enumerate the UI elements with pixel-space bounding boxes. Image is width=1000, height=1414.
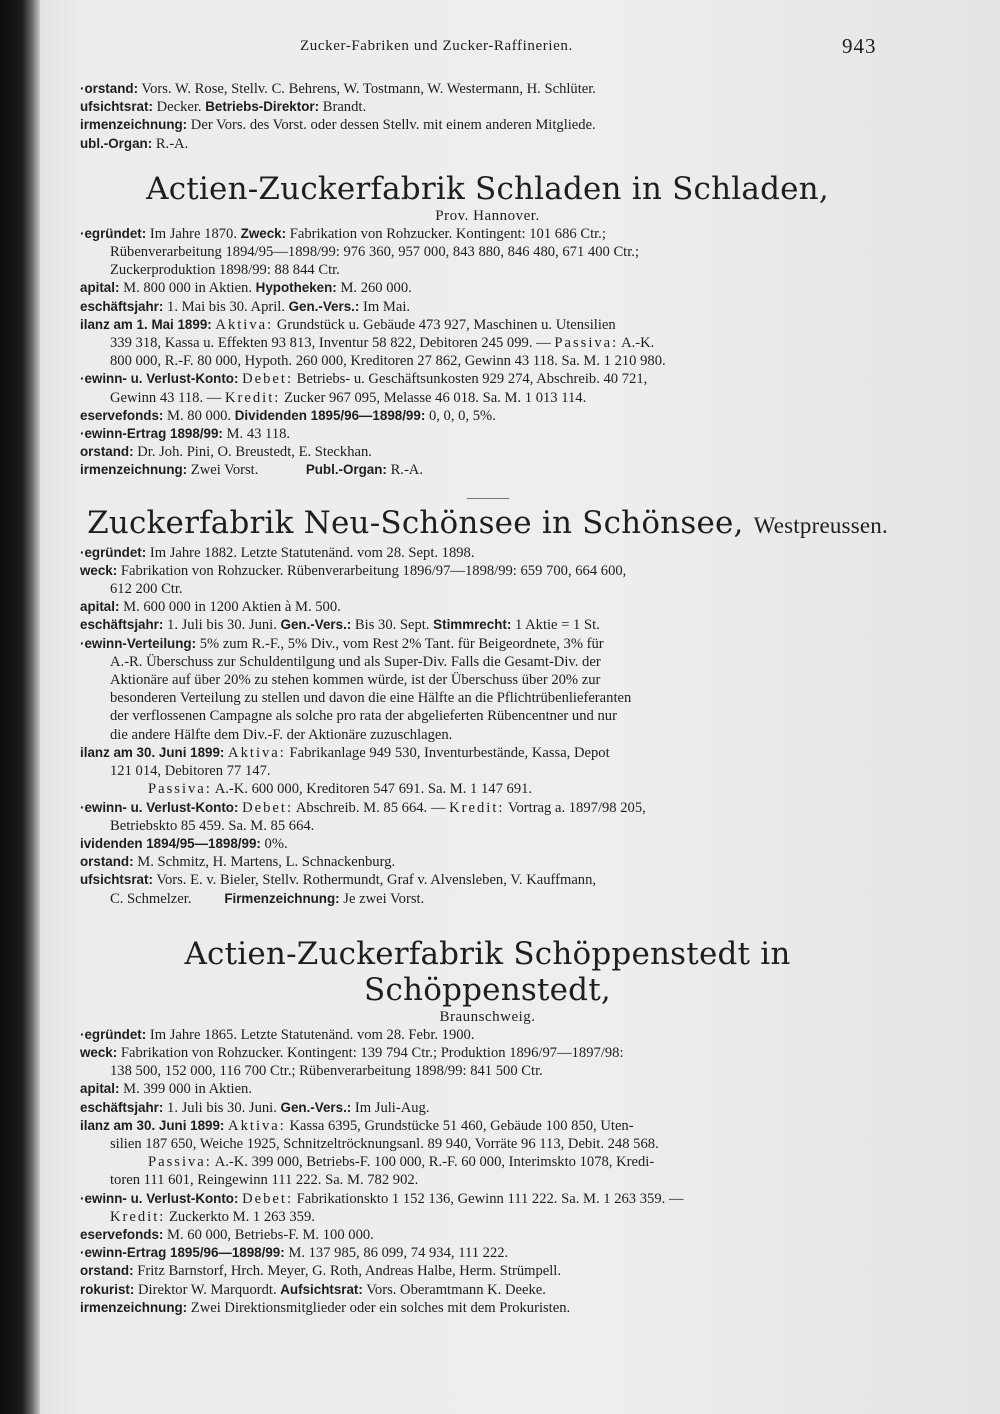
entry-schoeppenstedt <box>80 936 895 1317</box>
section-gap <box>80 908 895 918</box>
text-line: ·orstand: Vors. W. Rose, Stellv. C. Behrens, W. Tostmann, W. Westermann, H. Schlüter. <box>80 81 596 97</box>
text-line: weck: Fabrikation von Rohzucker. Rübenverarbeitung 1896/97—1898/99: 659 700, 664 600, <box>80 562 627 579</box>
text-line: orstand: Dr. Joh. Pini, O. Breustedt, E. Steckhan. <box>80 444 372 461</box>
text-line: ubl.-Organ: R.-A. <box>80 135 189 152</box>
text-line: 612 200 Ctr. <box>110 581 183 598</box>
text-line: A.-R. Überschuss zur Schuldentilgung und als Super-Div. Falls die Gesamt-Div. der <box>110 653 601 670</box>
text-line: ·ewinn-Ertrag 1895/96—1898/99: M. 137 985, 86 099, 74 934, 111 222. <box>80 1245 509 1262</box>
text-line: ·ewinn- u. Verlust-Konto: Debet: Fabrikationskto 1 152 136, Gewinn 111 222. Sa. M. 1 263 359. — <box>80 1190 684 1207</box>
text-line: Zuckerproduktion 1898/99: 88 844 Ctr. <box>110 262 340 279</box>
text-line: silien 187 650, Weiche 1925, Schnitzeltröcknungsanl. 89 940, Vorräte 96 113, Debit. 248 568. <box>110 1135 659 1152</box>
text-line: ividenden 1894/95—1898/99: 0%. <box>80 835 288 852</box>
text-line: Aktionäre auf über 20% zu stehen kommen würde, ist der Überschuss über 20% zur <box>110 672 601 689</box>
page-content <box>80 80 895 1317</box>
text-line: ·egründet: Im Jahre 1865. Letzte Statutenänd. vom 28. Febr. 1900. <box>80 1026 475 1043</box>
text-line: toren 111 601, Reingewinn 111 222. Sa. M. 782 902. <box>110 1172 419 1189</box>
running-title: Zucker-Fabriken und Zucker-Raffinerien. <box>300 38 573 54</box>
text-line: ilanz am 1. Mai 1899: Aktiva: Grundstück u. Gebäude 473 927, Maschinen u. Utensilien <box>80 316 616 333</box>
text-line: ·ewinn-Verteilung: 5% zum R.-F., 5% Div., vom Rest 2% Tant. für Beigeordnete, 3% für <box>80 635 604 652</box>
text-line: ilanz am 30. Juni 1899: Aktiva: Kassa 6395, Grundstücke 51 460, Gebäude 100 850, Uten- <box>80 1117 634 1134</box>
text-line: eschäftsjahr: 1. Juli bis 30. Juni. Gen.-Vers.: Bis 30. Sept. Stimmrecht: 1 Aktie = 1 St. <box>80 617 600 634</box>
text-line: apital: M. 399 000 in Aktien. <box>80 1081 253 1098</box>
text-line: irmenzeichnung: Zwei Vorst. Publ.-Organ: R.-A. <box>80 462 423 479</box>
entry-title: Actien-Zuckerfabrik Schladen in Schladen, <box>146 170 829 207</box>
text-line: C. Schmelzer. Firmenzeichnung: Je zwei Vorst. <box>110 890 425 907</box>
text-line: eservefonds: M. 60 000, Betriebs-F. M. 100 000. <box>80 1226 374 1243</box>
entry-region: Prov. Hannover. <box>435 207 540 224</box>
text-line: ·ewinn- u. Verlust-Konto: Debet: Betriebs- u. Geschäftsunkosten 929 274, Abschreib. 40 721, <box>80 371 648 388</box>
text-line: ·ewinn-Ertrag 1898/99: M. 43 118. <box>80 426 291 443</box>
text-line: 121 014, Debitoren 77 147. <box>110 763 271 780</box>
text-line: 138 500, 152 000, 116 700 Ctr.; Rübenverarbeitung 1898/99: 841 500 Ctr. <box>110 1063 543 1080</box>
text-line: ufsichtsrat: Vors. E. v. Bieler, Stellv. Rothermundt, Graf v. Alvensleben, V. Kauffmann, <box>80 872 597 889</box>
entry-schladen <box>80 171 895 480</box>
text-line: 339 318, Kassa u. Effekten 93 813, Inventur 58 822, Debitoren 245 099. — Passiva: A.-K. <box>110 335 655 352</box>
text-line: ilanz am 30. Juni 1899: Aktiva: Fabrikanlage 949 530, Inventurbestände, Kassa, Depot <box>80 744 610 761</box>
entry-region: Braunschweig. <box>439 1008 536 1025</box>
text-line: die andere Hälfte dem Div.-F. der Aktionäre zuzuschlagen. <box>110 726 453 743</box>
section-divider <box>467 498 509 499</box>
text-line: 800 000, R.-F. 80 000, Hypoth. 260 000, Kreditoren 27 862, Gewinn 43 118. Sa. M. 1 210 980. <box>110 353 666 370</box>
text-line: ufsichtsrat: Decker. Betriebs-Direktor: Brandt. <box>80 99 367 116</box>
text-line: ·ewinn- u. Verlust-Konto: Debet: Abschreib. M. 85 664. — Kredit: Vortrag a. 1897/98 205, <box>80 799 646 816</box>
text-line: irmenzeichnung: Zwei Direktionsmitglieder oder ein solches mit dem Prokuristen. <box>80 1299 571 1316</box>
text-line: eschäftsjahr: 1. Mai bis 30. April. Gen.-Vers.: Im Mai. <box>80 298 411 315</box>
text-line: ·egründet: Im Jahre 1882. Letzte Statutenänd. vom 28. Sept. 1898. <box>80 544 475 561</box>
entry-schoensee <box>80 505 895 908</box>
text-line: der verflossenen Campagne als solche pro rata der abgelieferten Rübencentner und nur <box>110 708 617 725</box>
text-line: weck: Fabrikation von Rohzucker. Kontingent: 139 794 Ctr.; Produktion 1896/97—1897/98: <box>80 1044 624 1061</box>
text-line: orstand: Fritz Barnstorf, Hrch. Meyer, G. Roth, Andreas Halbe, Herm. Strümpell. <box>80 1263 561 1280</box>
text-line: Passiva: A.-K. 600 000, Kreditoren 547 691. Sa. M. 1 147 691. <box>148 781 533 798</box>
text-line: eservefonds: M. 80 000. Dividenden 1895/96—1898/99: 0, 0, 0, 5%. <box>80 407 496 424</box>
text-line: irmenzeichnung: Der Vors. des Vorst. oder dessen Stellv. mit einem anderen Mitgliede. <box>80 117 596 134</box>
entry-title: Zuckerfabrik Neu-Schönsee in Schönsee, Westpreussen. <box>87 504 888 541</box>
book-binding-edge <box>0 0 40 1414</box>
entry-title: Actien-Zuckerfabrik Schöppenstedt in Schöppenstedt, <box>184 935 791 1008</box>
text-line: apital: M. 600 000 in 1200 Aktien à M. 500. <box>80 599 341 616</box>
text-line: Betriebskto 85 459. Sa. M. 85 664. <box>110 817 315 834</box>
page-number: 943 <box>842 34 877 58</box>
text-line: eschäftsjahr: 1. Juli bis 30. Juni. Gen.-Vers.: Im Juli-Aug. <box>80 1099 430 1116</box>
text-line: Kredit: Zuckerkto M. 1 263 359. <box>110 1208 315 1225</box>
text-line: apital: M. 800 000 in Aktien. Hypotheken: M. 260 000. <box>80 280 412 297</box>
text-line: ·egründet: Im Jahre 1870. Zweck: Fabrikation von Rohzucker. Kontingent: 101 686 Ctr.; <box>80 225 606 242</box>
previous-entry-tail <box>80 80 895 153</box>
text-line: Passiva: A.-K. 399 000, Betriebs-F. 100 000, R.-F. 60 000, Interimskto 1078, Kredi- <box>148 1154 655 1171</box>
text-line: Gewinn 43 118. — Kredit: Zucker 967 095, Melasse 46 018. Sa. M. 1 013 114. <box>110 389 587 406</box>
text-line: rokurist: Direktor W. Marquordt. Aufsichtsrat: Vors. Oberamtmann K. Deeke. <box>80 1281 546 1298</box>
text-line: orstand: M. Schmitz, H. Martens, L. Schnackenburg. <box>80 854 396 871</box>
text-line: Rübenverarbeitung 1894/95—1898/99: 976 360, 957 000, 843 880, 846 480, 671 400 Ctr.; <box>110 244 639 261</box>
text-line: besonderen Verteilung zu stellen und davon die eine Hälfte an die Pflichtrübenlieferanten <box>110 690 632 707</box>
